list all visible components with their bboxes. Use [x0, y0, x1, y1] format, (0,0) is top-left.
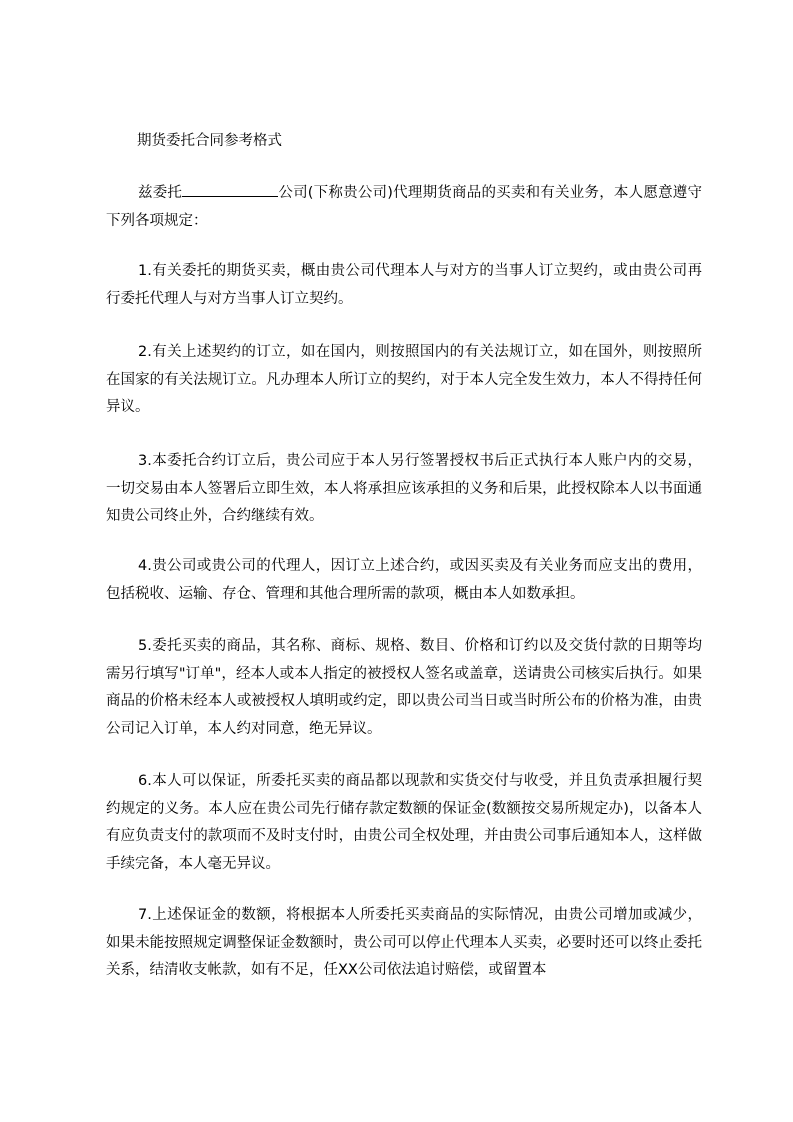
clause-1: 1.有关委托的期货买卖，概由贵公司代理本人与对方的当事人订立契约，或由贵公司再行委托代理人与对方当事人订立契约。	[106, 263, 702, 307]
clause-2: 2.有关上述契约的订立，如在国内，则按照国内的有关法规订立，如在国外，则按照所在国家的有关法规订立。凡办理本人所订立的契约，对于本人完全发生效力，本人不得持任何异议。	[106, 344, 702, 415]
intro-text-before: 兹委托	[138, 185, 183, 201]
entrust-blank-line	[182, 182, 278, 197]
intro-paragraph	[106, 180, 702, 235]
clause-3: 3.本委托合约订立后，贵公司应于本人另行签署授权书后正式执行本人账户内的交易，一切交易由本人签署后立即生效，本人将承担应该承担的义务和后果，此授权除本人以书面通知贵公司终止外，合约继续有效。	[106, 453, 702, 524]
clause-4: 4.贵公司或贵公司的代理人，因订立上述合约，或因买卖及有关业务而应支出的费用，包括税收、运输、存仓、管理和其他合理所需的款项，概由本人如数承担。	[106, 558, 702, 602]
clause-7: 7.上述保证金的数额，将根据本人所委托买卖商品的实际情况，由贵公司增加或减少，如果未能按照规定调整保证金数额时，贵公司可以停止代理本人买卖，必要时还可以终止委托关系，结清收支帐款，如有不足，任XX公司依法追讨赔偿，或留置本	[106, 907, 702, 978]
clause-6: 6.本人可以保证，所委托买卖的商品都以现款和实货交付与收受，并且负责承担履行契约规定的义务。本人应在贵公司先行储存款定数额的保证金(数额按交易所规定办)，以备本人有应负责支付的款项而不及时支付时，由贵公司全权处理，并由贵公司事后通知本人，这样做手续完备，本人毫无异议。	[106, 773, 702, 872]
clause-5: 5.委托买卖的商品，其名称、商标、规格、数目、价格和订约以及交货付款的日期等均需另行填写"订单"，经本人或本人指定的被授权人签名或盖章，送请贵公司核实后执行。如果商品的价格未经本人或被授权人填明或约定，即以贵公司当日或当时所公布的价格为准，由贵公司记入订单，本人约对同意，绝无异议。	[106, 638, 702, 737]
intro-text-after: 公司(下称贵公司)代理期货商品的买卖和有关业务，本人愿意遵守下列各项规定：	[106, 185, 703, 229]
document-title: 期货委托合同参考格式	[137, 133, 282, 149]
